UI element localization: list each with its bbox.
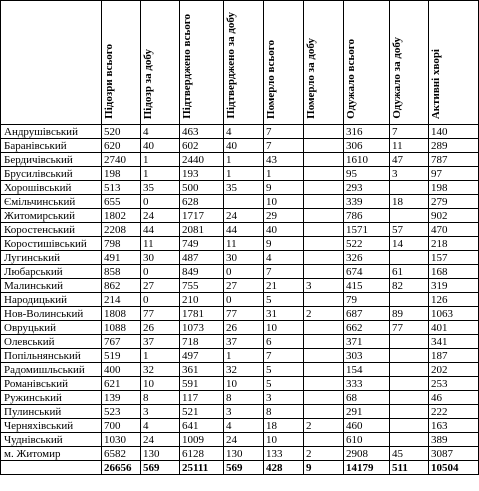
table-cell: 26 (141, 321, 180, 335)
table-cell: 21 (264, 279, 304, 293)
table-cell (304, 125, 344, 139)
table-cell: 202 (429, 363, 479, 377)
table-cell: 40 (141, 139, 180, 153)
table-cell: 786 (344, 209, 390, 223)
table-cell: 7 (264, 125, 304, 139)
table-cell: 45 (390, 447, 429, 461)
table-cell: 470 (429, 223, 479, 237)
table-cell: 5 (264, 363, 304, 377)
table-cell: 1 (224, 349, 264, 363)
table-cell (304, 237, 344, 251)
district-name: Ружинський (1, 391, 102, 405)
table-cell: 621 (102, 377, 141, 391)
table-cell: 519 (102, 349, 141, 363)
district-name: Житомирський (1, 209, 102, 223)
table-row (1, 363, 479, 377)
table-cell: 341 (429, 335, 479, 349)
header-cell: Підозр за добу (141, 1, 180, 125)
table-row (1, 447, 479, 461)
table-cell: 68 (344, 391, 390, 405)
table-cell (304, 181, 344, 195)
table-cell: 79 (344, 293, 390, 307)
table-cell: 0 (224, 293, 264, 307)
table-cell: 3 (390, 167, 429, 181)
table-cell: 2 (304, 307, 344, 321)
district-name: Попільнянський (1, 349, 102, 363)
table-cell: 9 (264, 181, 304, 195)
table-cell: 460 (344, 419, 390, 433)
table-cell: 157 (429, 251, 479, 265)
district-name: Лугинський (1, 251, 102, 265)
header-corner (1, 1, 102, 125)
table-cell: 798 (102, 237, 141, 251)
table-cell: 787 (429, 153, 479, 167)
table-row (1, 125, 479, 139)
table-cell (224, 195, 264, 209)
district-name: Коростишівський (1, 237, 102, 251)
totals-row (1, 461, 479, 475)
table-cell: 130 (141, 447, 180, 461)
table-cell (304, 265, 344, 279)
table-cell (390, 335, 429, 349)
table-cell: 1 (141, 153, 180, 167)
table-row (1, 321, 479, 335)
district-name: Овруцький (1, 321, 102, 335)
table-row (1, 419, 479, 433)
table-cell: 279 (429, 195, 479, 209)
header-cell: Померло за добу (304, 1, 344, 125)
table-cell (390, 181, 429, 195)
table-row (1, 307, 479, 321)
total-cell: 569 (224, 461, 264, 475)
table-cell: 11 (141, 237, 180, 251)
total-cell: 569 (141, 461, 180, 475)
table-cell: 628 (180, 195, 224, 209)
table-cell: 140 (429, 125, 479, 139)
table-cell: 749 (180, 237, 224, 251)
table-cell: 6128 (180, 447, 224, 461)
table-cell: 521 (180, 405, 224, 419)
table-cell: 700 (102, 419, 141, 433)
table-cell: 14 (390, 237, 429, 251)
table-cell: 389 (429, 433, 479, 447)
table-cell: 371 (344, 335, 390, 349)
table-cell: 18 (390, 195, 429, 209)
table-cell: 497 (180, 349, 224, 363)
district-name: Радомишльський (1, 363, 102, 377)
table-cell: 95 (344, 167, 390, 181)
table-cell: 2081 (180, 223, 224, 237)
table-cell: 620 (102, 139, 141, 153)
table-cell: 520 (102, 125, 141, 139)
table-row (1, 195, 479, 209)
district-name: Чуднівський (1, 433, 102, 447)
table-cell: 1802 (102, 209, 141, 223)
table-cell: 6582 (102, 447, 141, 461)
table-cell (304, 293, 344, 307)
table-cell: 77 (141, 307, 180, 321)
table-cell: 291 (344, 405, 390, 419)
table-cell: 46 (429, 391, 479, 405)
table-cell: 849 (180, 265, 224, 279)
table-cell: 30 (141, 251, 180, 265)
table-row (1, 405, 479, 419)
total-cell: 26656 (102, 461, 141, 475)
district-name: Олевський (1, 335, 102, 349)
table-cell (304, 167, 344, 181)
table-cell: 24 (224, 209, 264, 223)
table-cell: 522 (344, 237, 390, 251)
table-cell: 61 (390, 265, 429, 279)
district-name: Баранівський (1, 139, 102, 153)
table-cell: 26 (224, 321, 264, 335)
table-row (1, 293, 479, 307)
table-cell: 1808 (102, 307, 141, 321)
header-cell: Підтверджено за добу (224, 1, 264, 125)
table-cell: 513 (102, 181, 141, 195)
table-cell: 0 (141, 265, 180, 279)
table-cell: 3 (304, 279, 344, 293)
table-cell (390, 209, 429, 223)
table-cell: 491 (102, 251, 141, 265)
table-cell: 29 (264, 209, 304, 223)
table-cell: 487 (180, 251, 224, 265)
table-cell: 2 (304, 447, 344, 461)
table-cell (304, 377, 344, 391)
table-cell: 40 (224, 139, 264, 153)
table-cell: 133 (264, 447, 304, 461)
table-cell (304, 209, 344, 223)
district-name: Романівський (1, 377, 102, 391)
table-cell: 82 (390, 279, 429, 293)
district-name: Хорошівський (1, 181, 102, 195)
table-cell: 5 (264, 293, 304, 307)
table-cell: 5 (264, 377, 304, 391)
table-cell: 8 (224, 391, 264, 405)
table-cell (304, 363, 344, 377)
table-cell (304, 321, 344, 335)
table-cell: 602 (180, 139, 224, 153)
table-cell (304, 223, 344, 237)
table-cell: 130 (224, 447, 264, 461)
table-cell: 1063 (429, 307, 479, 321)
table-cell: 10 (264, 195, 304, 209)
table-cell: 767 (102, 335, 141, 349)
table-cell: 210 (180, 293, 224, 307)
table-cell: 718 (180, 335, 224, 349)
table-row (1, 167, 479, 181)
table-cell: 610 (344, 433, 390, 447)
table-cell: 293 (344, 181, 390, 195)
table-cell: 641 (180, 419, 224, 433)
table-cell: 10 (264, 321, 304, 335)
table-cell: 253 (429, 377, 479, 391)
table-cell (304, 139, 344, 153)
table-cell: 10 (141, 377, 180, 391)
table-cell: 415 (344, 279, 390, 293)
table-cell: 35 (141, 181, 180, 195)
table-cell: 24 (141, 209, 180, 223)
table-cell: 222 (429, 405, 479, 419)
table-cell: 32 (141, 363, 180, 377)
table-cell: 30 (224, 251, 264, 265)
table-cell: 1717 (180, 209, 224, 223)
table-cell: 187 (429, 349, 479, 363)
table-cell: 3 (224, 405, 264, 419)
table-cell (304, 335, 344, 349)
table-cell: 1073 (180, 321, 224, 335)
table-cell: 9 (264, 237, 304, 251)
table-cell: 27 (224, 279, 264, 293)
table-cell (304, 405, 344, 419)
table-cell: 57 (390, 223, 429, 237)
table-row (1, 279, 479, 293)
table-cell: 7 (390, 125, 429, 139)
table-cell: 3087 (429, 447, 479, 461)
header-cell: Активні хворі (429, 1, 479, 125)
table-cell: 2740 (102, 153, 141, 167)
table-cell: 8 (264, 405, 304, 419)
total-cell: 10504 (429, 461, 479, 475)
table-cell: 139 (102, 391, 141, 405)
table-cell (304, 195, 344, 209)
table-cell (304, 153, 344, 167)
table-cell: 163 (429, 419, 479, 433)
table-cell: 198 (429, 181, 479, 195)
table-cell (390, 251, 429, 265)
district-name: Народицький (1, 293, 102, 307)
table-row (1, 153, 479, 167)
table-cell: 333 (344, 377, 390, 391)
table-cell: 44 (141, 223, 180, 237)
table-cell: 0 (224, 265, 264, 279)
district-name: Ємільчинський (1, 195, 102, 209)
table-cell: 11 (224, 237, 264, 251)
table-cell: 2908 (344, 447, 390, 461)
district-name: Андрушівський (1, 125, 102, 139)
table-cell: 10 (224, 377, 264, 391)
table-cell: 319 (429, 279, 479, 293)
table-cell (390, 349, 429, 363)
header-row (1, 1, 479, 125)
table-cell: 24 (141, 433, 180, 447)
table-cell: 168 (429, 265, 479, 279)
table-cell: 655 (102, 195, 141, 209)
table-cell: 6 (264, 335, 304, 349)
table-row (1, 181, 479, 195)
district-name: Брусилівський (1, 167, 102, 181)
table-cell: 2208 (102, 223, 141, 237)
table-cell: 2 (304, 419, 344, 433)
table-cell: 89 (390, 307, 429, 321)
table-cell: 4 (141, 419, 180, 433)
table-cell: 1571 (344, 223, 390, 237)
district-name: Черняхівський (1, 419, 102, 433)
table-row (1, 223, 479, 237)
table-cell: 77 (224, 307, 264, 321)
table-row (1, 349, 479, 363)
table-cell: 3 (264, 391, 304, 405)
table-cell (304, 391, 344, 405)
table-cell: 27 (141, 279, 180, 293)
table-cell (390, 419, 429, 433)
table-cell: 755 (180, 279, 224, 293)
table-cell: 1 (141, 167, 180, 181)
table-cell: 0 (141, 293, 180, 307)
table-cell: 126 (429, 293, 479, 307)
total-cell: 511 (390, 461, 429, 475)
table-cell: 47 (390, 153, 429, 167)
table-cell: 117 (180, 391, 224, 405)
table-row (1, 251, 479, 265)
table-cell: 687 (344, 307, 390, 321)
table-cell: 858 (102, 265, 141, 279)
table-cell: 77 (390, 321, 429, 335)
header-cell: Підтверджено всього (180, 1, 224, 125)
table-cell: 7 (264, 349, 304, 363)
table-cell: 1088 (102, 321, 141, 335)
table-cell: 97 (429, 167, 479, 181)
district-name: Пулинський (1, 405, 102, 419)
table-cell: 32 (224, 363, 264, 377)
table-cell: 1009 (180, 433, 224, 447)
table-cell: 862 (102, 279, 141, 293)
table-cell: 7 (264, 265, 304, 279)
table-row (1, 433, 479, 447)
table-cell: 326 (344, 251, 390, 265)
table-cell (304, 251, 344, 265)
table-cell: 361 (180, 363, 224, 377)
total-cell: 428 (264, 461, 304, 475)
district-name: Нов-Волинський (1, 307, 102, 321)
table-cell: 674 (344, 265, 390, 279)
table-cell: 306 (344, 139, 390, 153)
table-cell (390, 363, 429, 377)
table-cell: 37 (141, 335, 180, 349)
table-row (1, 391, 479, 405)
table-cell: 0 (141, 195, 180, 209)
table-cell: 10 (264, 433, 304, 447)
table-cell: 214 (102, 293, 141, 307)
table-cell: 523 (102, 405, 141, 419)
table-cell (304, 349, 344, 363)
totals-label-cell (1, 461, 102, 475)
table-cell: 37 (224, 335, 264, 349)
table-cell (390, 391, 429, 405)
total-cell: 14179 (344, 461, 390, 475)
table-cell: 401 (429, 321, 479, 335)
table-cell: 40 (264, 223, 304, 237)
table-cell: 198 (102, 167, 141, 181)
table-cell: 303 (344, 349, 390, 363)
table-cell (390, 433, 429, 447)
table-cell: 400 (102, 363, 141, 377)
table-row (1, 139, 479, 153)
table-cell: 7 (264, 139, 304, 153)
table-cell (390, 405, 429, 419)
district-name: м. Житомир (1, 447, 102, 461)
table-cell: 1781 (180, 307, 224, 321)
table-cell: 44 (224, 223, 264, 237)
table-cell: 316 (344, 125, 390, 139)
table-cell: 31 (264, 307, 304, 321)
table-cell: 902 (429, 209, 479, 223)
table-cell: 11 (390, 139, 429, 153)
table-cell: 1 (264, 167, 304, 181)
table-cell (304, 433, 344, 447)
total-cell: 9 (304, 461, 344, 475)
table-cell: 339 (344, 195, 390, 209)
table-cell: 35 (224, 181, 264, 195)
table-cell: 463 (180, 125, 224, 139)
table-cell: 289 (429, 139, 479, 153)
table-cell: 18 (264, 419, 304, 433)
district-name: Бердичівський (1, 153, 102, 167)
table-cell: 24 (224, 433, 264, 447)
header-cell: Одужало всього (344, 1, 390, 125)
table-cell: 3 (141, 405, 180, 419)
header-cell: Померло всього (264, 1, 304, 125)
table-cell: 193 (180, 167, 224, 181)
table-cell: 1 (224, 153, 264, 167)
table-cell: 154 (344, 363, 390, 377)
table-row (1, 377, 479, 391)
table-cell: 43 (264, 153, 304, 167)
table-cell: 500 (180, 181, 224, 195)
table-cell: 218 (429, 237, 479, 251)
table-cell: 4 (224, 125, 264, 139)
table-cell (390, 377, 429, 391)
table-cell: 2440 (180, 153, 224, 167)
table-cell: 1 (224, 167, 264, 181)
table-row (1, 237, 479, 251)
table-cell: 1610 (344, 153, 390, 167)
table-cell: 1 (141, 349, 180, 363)
district-name: Коростенський (1, 223, 102, 237)
table-cell: 662 (344, 321, 390, 335)
table-row (1, 265, 479, 279)
district-name: Малинський (1, 279, 102, 293)
table-cell: 4 (141, 125, 180, 139)
table-cell: 4 (264, 251, 304, 265)
header-cell: Підозри всього (102, 1, 141, 125)
district-name: Любарський (1, 265, 102, 279)
table-row (1, 335, 479, 349)
table-body (1, 125, 479, 475)
table-row (1, 209, 479, 223)
total-cell: 25111 (180, 461, 224, 475)
header-cell: Одужало за добу (390, 1, 429, 125)
table-cell: 591 (180, 377, 224, 391)
table-cell: 8 (141, 391, 180, 405)
table-cell: 1030 (102, 433, 141, 447)
table-cell (390, 293, 429, 307)
table-cell: 4 (224, 419, 264, 433)
